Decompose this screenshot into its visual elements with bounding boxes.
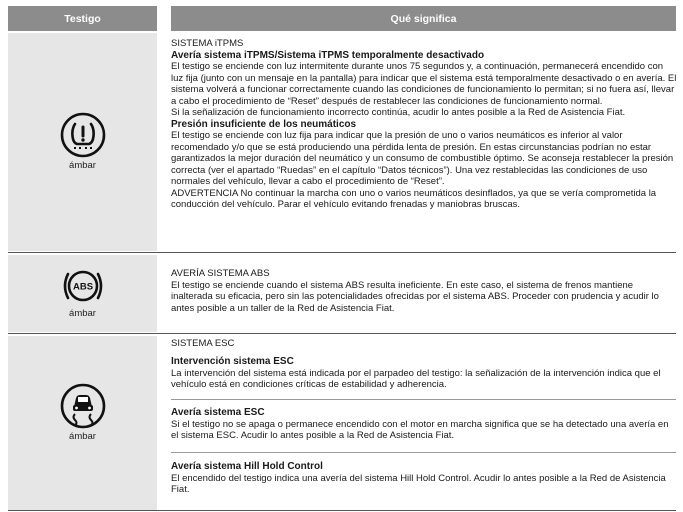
abs-text: El testigo se enciende cuando el sistema ABS resulta ineficiente. En este caso, el sistema de frenos mantiene inalterada su eficacia, pero sin las potencialidades ofrecidas por el sistema ABS. Proceder con prudencia y acudir lo antes posible a un taller de la Red de Asistencia Fiat.: [171, 279, 659, 314]
header-testigo: Testigo: [8, 6, 157, 31]
low-pressure-text: El testigo se enciende con luz fija para indicar que la presión de uno o varios neumáticos es inferior al valor recomendado y/o que se está produciendo una pérdida lenta de presión. En estas circunstancias podrían no estar garantizados la mejor duración del neumático y un consumo de combustible óptimo. Se aconseja restablecer la presión correcta (ver el apartado “Ruedas” en el capítulo “Datos técnicos”). Una vez restablecidas las condiciones de uso normales del vehículo, llevar a cabo el procedimiento de “Reset”.: [171, 130, 674, 187]
subsection-divider: [171, 399, 676, 400]
low-pressure-warning: ADVERTENCIA No continuar la marcha con uno o varios neumáticos desinflados, ya que se vería comprometida la conducción del vehículo. Parar el vehículo evitando frenadas y maniobras bruscas.: [171, 187, 657, 210]
tpms-fault-note: Si la señalización de funcionamiento incorrecto continúa, acudir lo antes posible a la Red de Asistencia Fiat.: [171, 107, 626, 118]
section-title-tpms: SISTEMA iTPMS: [171, 38, 244, 49]
section-title-esc: SISTEMA ESC: [171, 338, 235, 349]
heading-low-pressure: Presión insuficiente de los neumáticos: [171, 118, 357, 130]
warning-light-esc: [8, 383, 157, 442]
abs-description: [171, 268, 677, 314]
color-label-esc: ámbar: [69, 431, 96, 442]
heading-esc-intervention: Intervención sistema ESC: [171, 356, 294, 367]
esc-skid-icon: [60, 383, 106, 429]
esc-title-block: [171, 338, 677, 350]
esc-intervention-text: La intervención del sistema está indicada por el parpadeo del testigo: la señalización de la intervención indica que el vehículo está en condiciones críticas de estabilidad y adherencia.: [171, 367, 661, 390]
abs-warning-icon: [60, 266, 106, 306]
heading-hill-hold: Avería sistema Hill Hold Control: [171, 461, 323, 472]
tpms-warning-icon: [60, 112, 106, 158]
esc-fault-text: Si el testigo no se apaga o permanece encendido con el motor en marcha significa que se ha detectado una avería en el sistema ESC. Acudir lo antes posible a la Red de Asistencia Fiat.: [171, 418, 669, 441]
hill-hold-text: El encendido del testigo indica una avería del sistema Hill Hold Control. Acudir lo antes posible a la Red de Asistencia Fiat.: [171, 472, 666, 495]
warning-light-tpms: [8, 112, 157, 171]
abs-icon-text: ABS: [72, 281, 93, 293]
section-title-abs: AVERÍA SISTEMA ABS: [171, 268, 270, 279]
row-divider: [8, 510, 676, 511]
hill-hold-block: [171, 461, 677, 496]
esc-fault-block: [171, 407, 677, 442]
heading-esc-fault: Avería sistema ESC: [171, 407, 265, 418]
subsection-divider: [171, 452, 676, 453]
row-divider: [8, 252, 676, 253]
esc-intervention-block: [171, 356, 677, 391]
color-label-abs: ámbar: [69, 308, 96, 319]
tpms-fault-text: El testigo se enciende con luz intermitente durante unos 75 segundos y, a continuación, permanecerá encendido con luz fija (junto con un mensaje en la pantalla) para indicar que el sistema está temporalmente desactivado o en avería. El sistema volverá a funcionar correctamente cuando las condiciones de funcionamiento lo permitan; si no fuera así, llevar a cabo el procedimiento de “Reset” después de restablecer las condiciones de funcionamiento normal.: [171, 61, 677, 107]
tpms-description: [171, 38, 677, 211]
color-label-tpms: ámbar: [69, 160, 96, 171]
heading-tpms-fault: Avería sistema iTPMS/Sistema iTPMS temporalmente desactivado: [171, 49, 485, 61]
header-que-significa: Qué significa: [171, 6, 676, 31]
row-divider: [8, 333, 676, 334]
warning-light-abs: [8, 266, 157, 319]
